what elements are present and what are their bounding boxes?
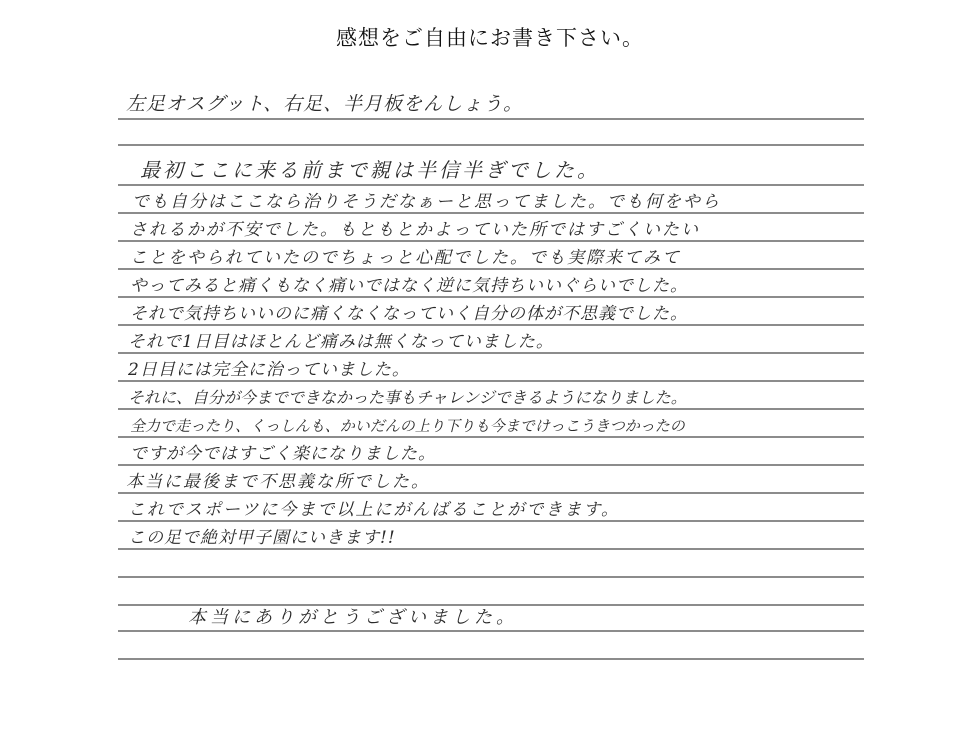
handwritten-line: ですが今ではすごく楽になりました。 (130, 444, 436, 464)
ruled-line (118, 144, 864, 146)
ruled-line (118, 576, 864, 578)
handwritten-line: これでスポーツに今まで以上にがんばることができます。 (128, 500, 620, 520)
ruled-line (118, 118, 864, 120)
handwritten-line: それで1日目はほとんど痛みは無くなっていました。 (128, 332, 554, 352)
form-prompt: 感想をご自由にお書き下さい。 (336, 26, 644, 50)
ruled-line (118, 630, 864, 632)
handwritten-line: 最初ここに来る前まで親は半信半ぎでした。 (140, 158, 600, 182)
handwritten-line: されるかが不安でした。もともとかよっていた所ではすごくいたい (130, 220, 700, 240)
handwritten-line: ことをやられていたのでちょっと心配でした。でも実際来てみて (130, 248, 681, 268)
handwritten-line: それで気持ちいいのに痛くなくなっていく自分の体が不思義でした。 (130, 304, 688, 324)
handwritten-line: 2日目には完全に治っていました。 (128, 360, 410, 380)
handwritten-line: でも自分はここなら治りそうだなぁーと思ってました。でも何をやら (132, 192, 721, 212)
handwritten-line: 本当に最後まで不思義な所でした。 (126, 472, 430, 492)
handwritten-line: この足で絶対甲子園にいきます!! (128, 528, 396, 548)
handwritten-line: やってみると痛くもなく痛いではなく逆に気持ちいいぐらいでした。 (130, 276, 688, 296)
ruled-line (118, 184, 864, 186)
handwritten-comment-sheet (118, 78, 868, 678)
handwritten-line: 左足オスグット、右足、半月板をんしょう。 (126, 93, 524, 115)
ruled-line (118, 658, 864, 660)
handwritten-line: 本当にありがとうございました。 (188, 607, 518, 628)
handwritten-line: それに、自分が今までできなかった事もチャレンジできるようになりました。 (128, 388, 687, 407)
handwritten-line: 全力で走ったり、くっしんも、かいだんの上り下りも今までけっこうきつかったの (130, 417, 685, 435)
